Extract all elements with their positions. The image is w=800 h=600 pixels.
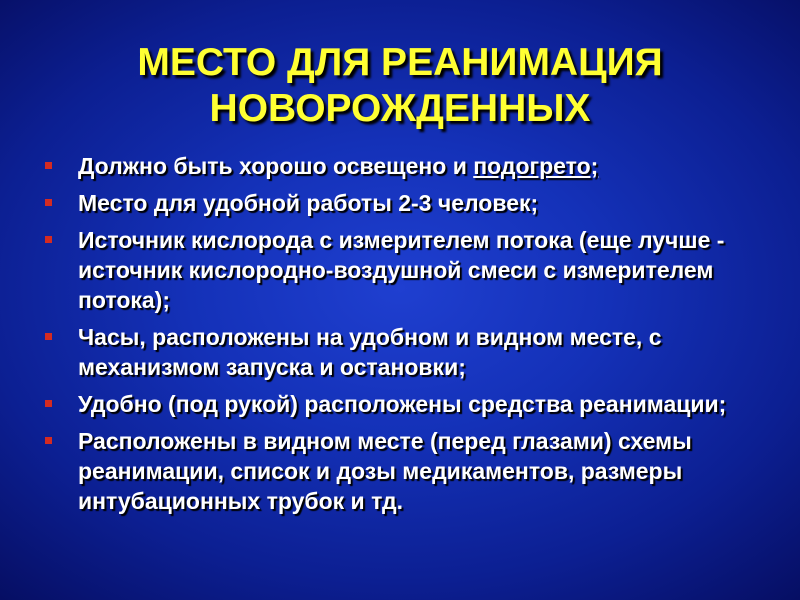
bullet-marker-icon	[45, 236, 52, 243]
bullet-marker-icon	[45, 199, 52, 206]
title-line-1: МЕСТО ДЛЯ РЕАНИМАЦИЯ	[137, 41, 663, 84]
bullet-underlined-text: подогрето;	[473, 153, 599, 179]
bullet-item	[44, 426, 796, 516]
bullet-marker-icon	[45, 162, 52, 169]
bullet-item	[44, 225, 796, 315]
bullet-item	[44, 389, 796, 419]
title-line-2: НОВОРОЖДЕННЫХ	[209, 87, 591, 130]
bullet-text: Часы, расположены на удобном и видном месте, с механизмом запуска и остановки;	[78, 324, 662, 380]
bullet-list	[44, 151, 796, 523]
bullet-text: Место для удобной работы 2-3 человек;	[78, 190, 539, 216]
bullet-item	[44, 322, 796, 382]
bullet-marker-icon	[45, 400, 52, 407]
bullet-item	[44, 188, 796, 218]
bullet-text: Удобно (под рукой) расположены средства реанимации;	[78, 391, 727, 417]
bullet-item	[44, 151, 796, 181]
bullet-marker-icon	[45, 437, 52, 444]
bullet-text: Источник кислорода с измерителем потока (еще лучше - источник кислородно-воздушной смеси с измерителем потока);	[78, 227, 725, 313]
bullet-text: Расположены в видном месте (перед глазами) схемы реанимации, список и дозы медикаментов, размеры интубационных трубок и тд.	[78, 428, 692, 514]
bullet-marker-icon	[45, 333, 52, 340]
slide-title	[0, 40, 800, 132]
bullet-text: Должно быть хорошо освещено и	[78, 153, 474, 179]
